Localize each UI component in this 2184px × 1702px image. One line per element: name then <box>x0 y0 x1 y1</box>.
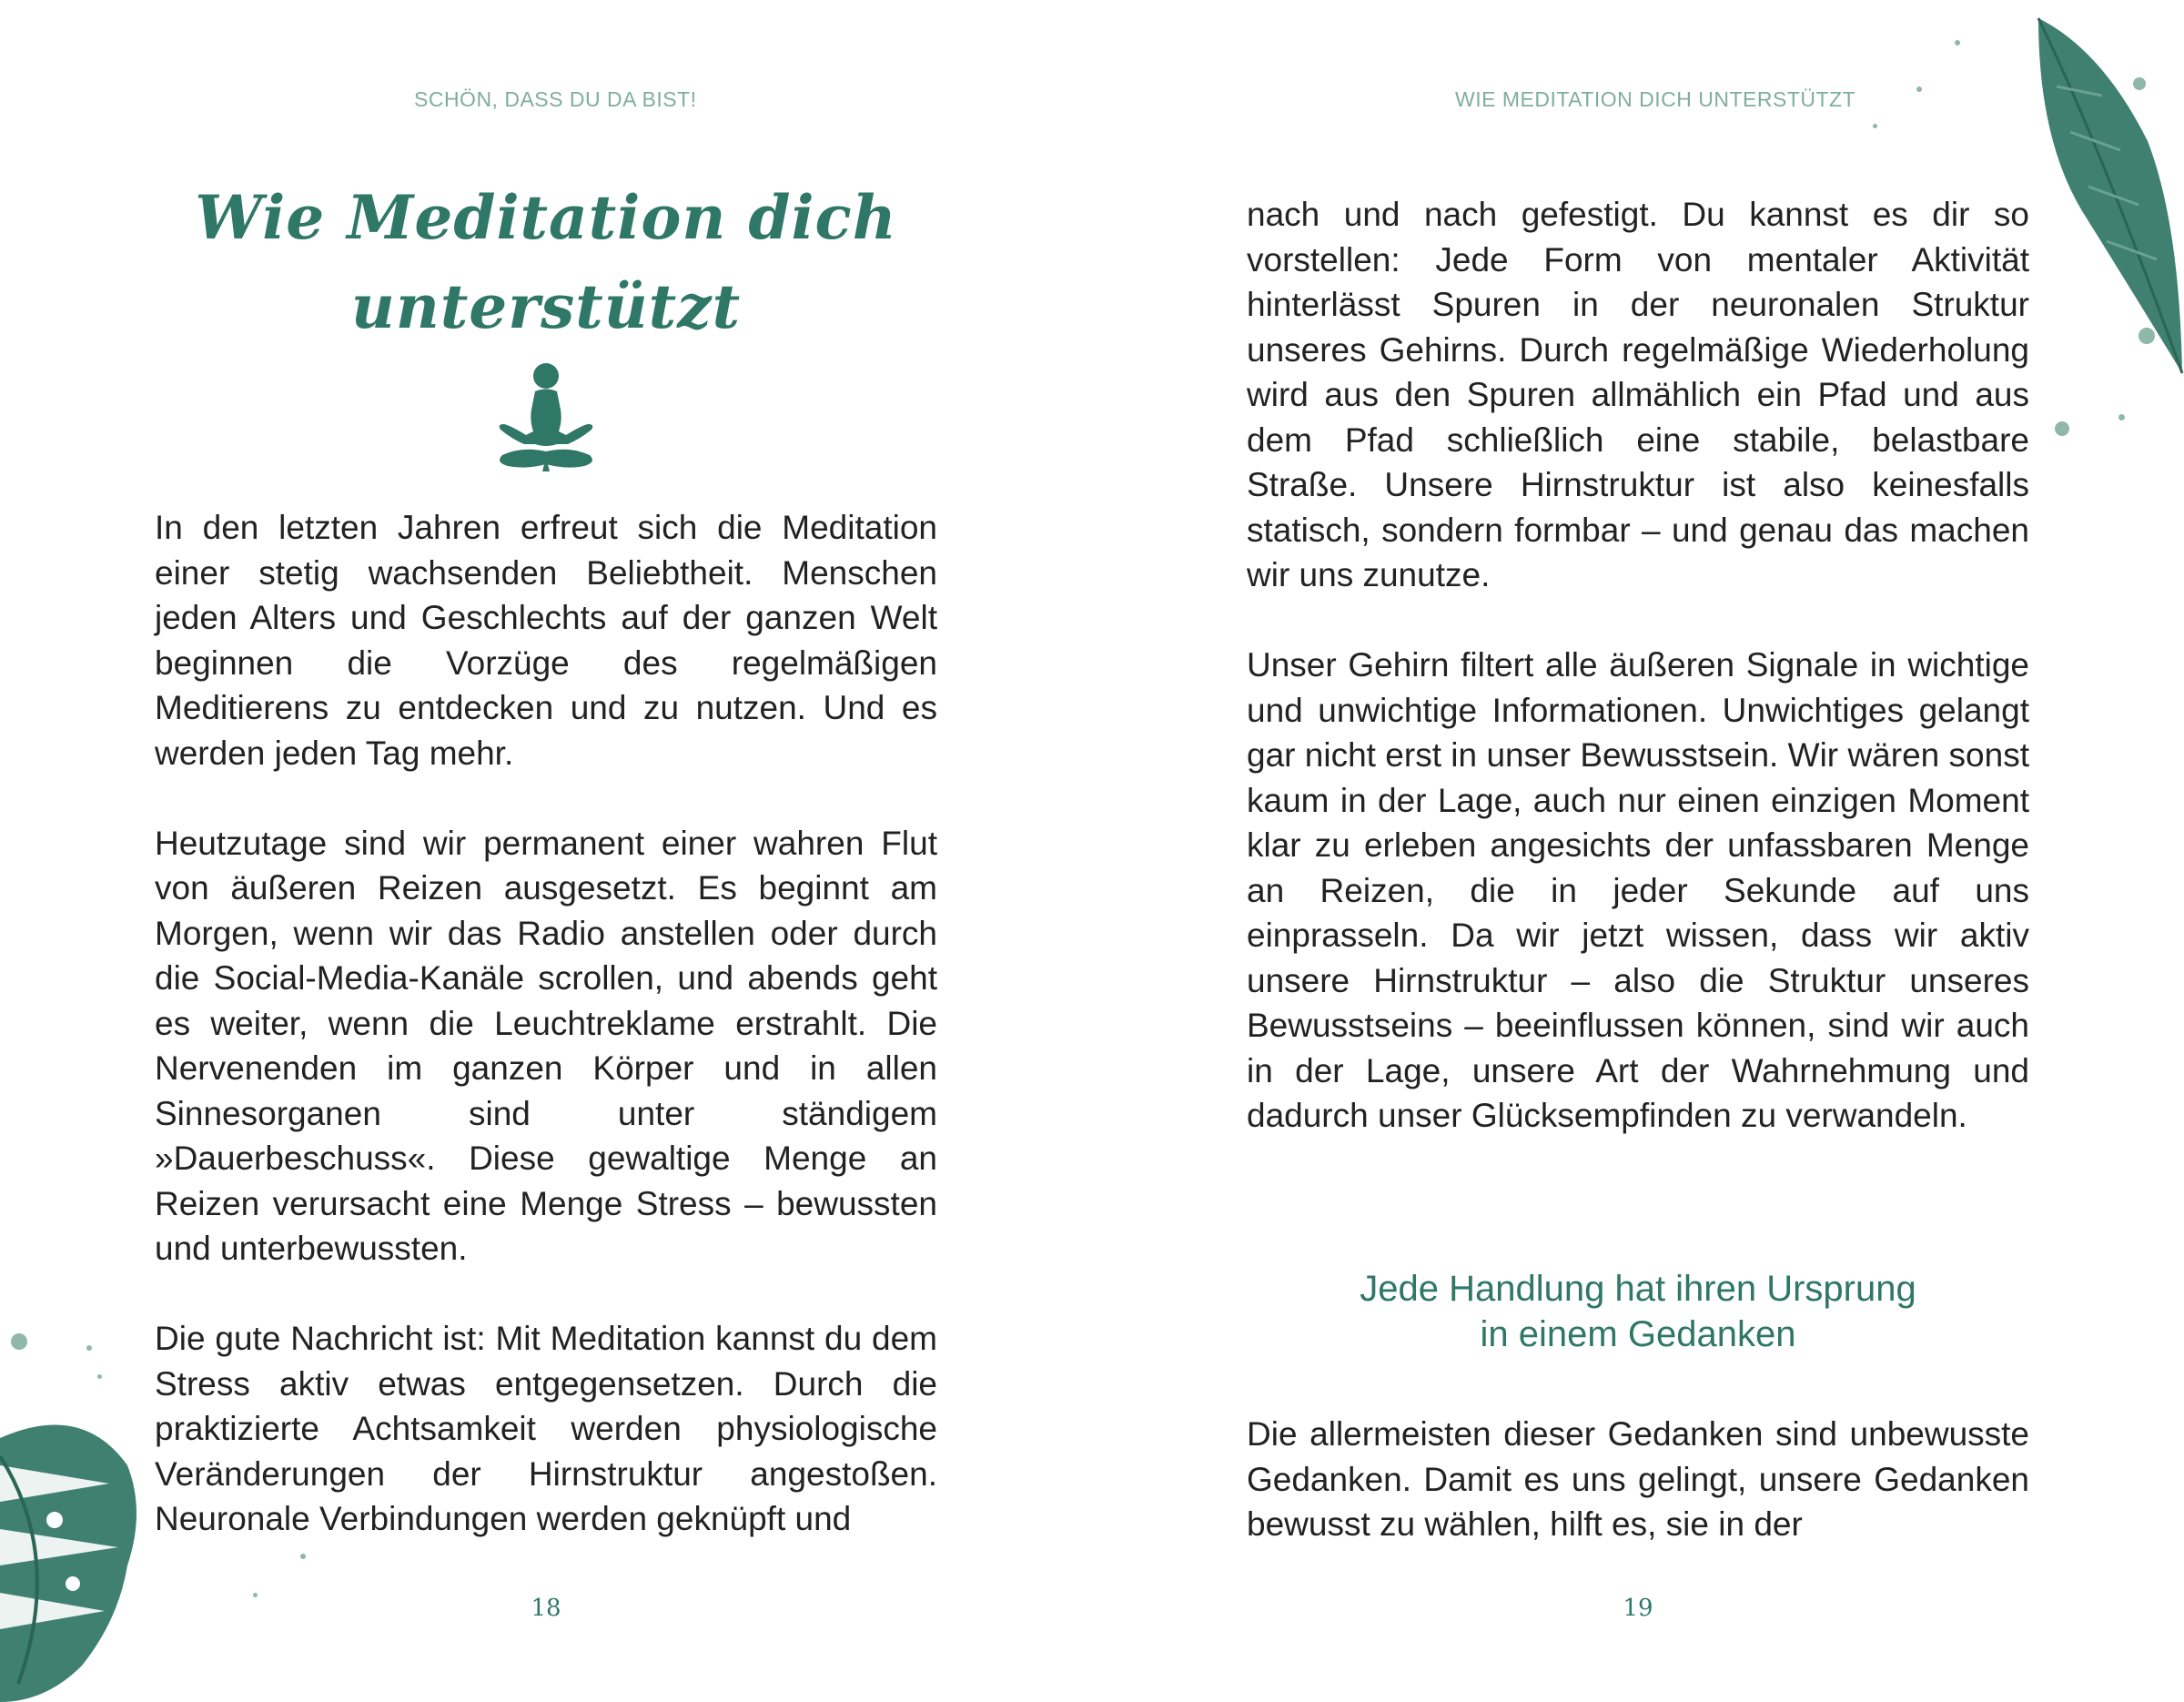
paragraph: Unser Gehirn filtert alle äußeren Signale in wichtige und unwichtige Informationen. Unwichtiges gelangt gar nicht erst in unser Bewusstsein. Wir wären sonst kaum in der Lage, auch nur einen einzigen Moment klar zu erleben angesichts der unfassbaren Menge an Reizen, die in jeder Sekunde auf uns einprasseln. Da wir jetzt wissen, dass wir aktiv unsere Hirnstruktur – also die Struktur unseres Bewusstseins – beeinflussen können, sind wir auch in der Lage, unsere Art der Wahrnehmung und dadurch unser Glücksempfinden zu verwandeln. <box>1247 646 2029 1134</box>
sparkle-decoration <box>300 1554 306 1559</box>
running-head: WIE MEDITATION DICH UNTERSTÜTZT <box>1455 87 1856 111</box>
page-number: 18 <box>531 1595 561 1622</box>
paragraph: Die gute Nachricht ist: Mit Meditation kannst du dem Stress aktiv etwas entgegensetzen. Durch die praktizierte Achtsamkeit werden physiologische Veränderungen der Hirnstruktur angestoßen. Neuronale Verbindungen werden geknüpft und <box>155 1320 937 1537</box>
paragraph: Die allermeisten dieser Gedanken sind unbewusste Gedanken. Damit es uns gelingt, unsere Gedanken bewusst zu wählen, hilft es, sie in der <box>1247 1415 2029 1543</box>
subheading-line: in einem Gedanken <box>1480 1314 1796 1354</box>
paragraph: In den letzten Jahren erfreut sich die Meditation einer stetig wachsenden Beliebtheit. Menschen jeden Alters und Geschlechts auf der ganzen Welt beginnen die Vorzüge des regelmäßigen Meditierens zu entdecken und zu nutzen. Und es werden jeden Tag mehr. <box>155 509 937 772</box>
sparkle-decoration <box>1916 86 1922 92</box>
paragraph: Heutzutage sind wir permanent einer wahren Flut von äußeren Reizen ausgesetzt. Es beginnt am Morgen, wenn wir das Radio anstellen oder durch die Social-Media-Kanäle scrollen, und abends geht es weiter, wenn die Leuchtreklame erstrahlt. Die Nervenenden im ganzen Körper und in allen Sinnesorganen sind unter ständigem »Dauerbeschuss«. Diese gewaltige Menge an Reizen verursacht eine Menge Stress – bewussten und unterbewussten. <box>155 824 937 1267</box>
page-number: 19 <box>1623 1595 1653 1622</box>
sparkle-decoration <box>2055 421 2069 436</box>
sparkle-decoration <box>253 1593 258 1597</box>
sparkle-decoration <box>97 1374 102 1379</box>
sparkle-decoration <box>2138 328 2155 344</box>
sparkle-decoration <box>2133 77 2146 90</box>
paragraph: nach und nach gefestigt. Du kannst es dir so vorstellen: Jede Form von mentaler Aktivität hinterlässt Spuren in der neuronalen Struktur unseres Gehirns. Durch regelmäßige Wiederholung wird aus den Spuren allmählich ein Pfad und aus dem Pfad schließlich eine stabile, belastbare Straße. Unsere Hirnstruktur ist also keinesfalls statisch, sondern formbar – und genau das machen wir uns zunutze. <box>1247 196 2029 593</box>
right-page <box>1092 0 2184 1702</box>
subheading-line: Jede Handlung hat ihren Ursprung <box>1360 1269 1916 1309</box>
sparkle-decoration <box>2118 414 2125 420</box>
chapter-title-line: Wie Meditation dich <box>195 182 897 253</box>
body-text <box>155 505 937 1586</box>
monstera-leaf-decoration <box>0 1411 146 1702</box>
chapter-title <box>0 173 1092 351</box>
meditating-person-icon <box>490 360 602 477</box>
running-head: SCHÖN, DASS DU DA BIST! <box>414 87 697 111</box>
sparkle-decoration <box>11 1333 27 1350</box>
section-subheading <box>1092 1266 2184 1357</box>
chapter-title-line: unterstützt <box>350 271 742 342</box>
leaf-decoration <box>2020 14 2184 378</box>
sparkle-decoration <box>86 1345 92 1351</box>
body-text <box>1247 192 2029 1183</box>
body-text <box>1247 1412 2029 1592</box>
sparkle-decoration <box>1955 40 1960 46</box>
sparkle-decoration <box>1873 124 1877 128</box>
